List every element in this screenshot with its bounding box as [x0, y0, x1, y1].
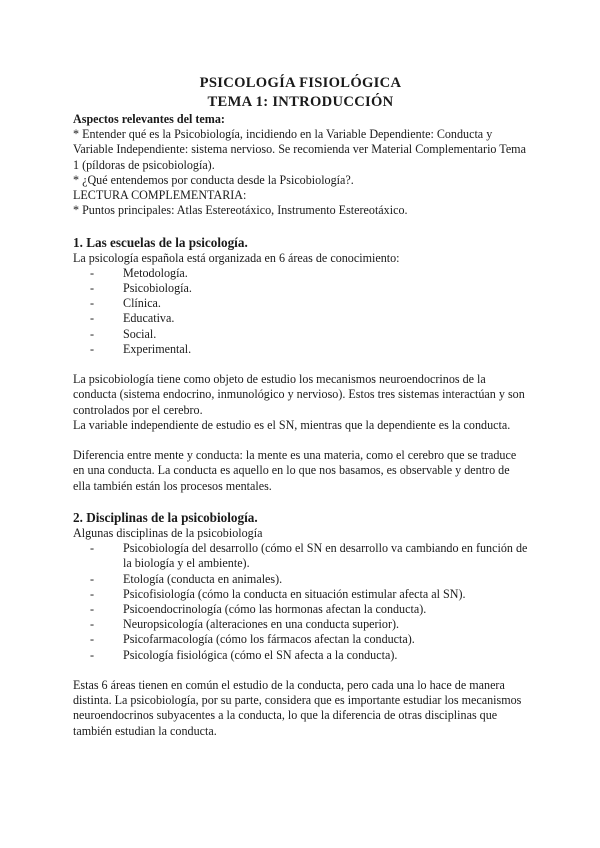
list-item: - Psicoendocrinología (cómo las hormonas afectan la conducta). — [90, 602, 528, 617]
spacer — [73, 433, 528, 448]
section1-heading: 1. Las escuelas de la psicología. — [73, 234, 248, 250]
spacer — [73, 663, 528, 678]
list-item: - Psicología fisiológica (cómo el SN afecta a la conducta). — [90, 648, 528, 663]
list-item: - Metodología. — [90, 266, 528, 281]
section1-paragraph-2: La variable independiente de estudio es el SN, mientras que la dependiente es la conducta. — [73, 417, 511, 432]
aspects-heading: Aspectos relevantes del tema: — [73, 112, 225, 126]
aspects-line-2: * ¿Qué entendemos por conducta desde la Psicobiología?. — [73, 172, 354, 187]
list-item: - Etología (conducta en animales). — [90, 572, 528, 587]
section2-intro: Algunas disciplinas de la psicobiología — [73, 526, 263, 541]
section2-paragraph-1: Estas 6 áreas tienen en común el estudio de la conducta, pero cada una lo hace de manera distinta. La psicobiología, por su parte, considera que es importante estudiar los mecanismos neuroendocrinos subyacentes a la conducta, lo que la diferencia de otras disciplinas que también estudian la conducta. — [73, 678, 522, 738]
list-item: - Neuropsicología (alteraciones en una conducta superior). — [90, 617, 528, 632]
aspects-line-4: * Puntos principales: Atlas Estereotáxico, Instrumento Estereotáxico. — [73, 203, 408, 218]
list-item: - Psicofarmacología (cómo los fármacos afectan la conducta). — [90, 632, 528, 647]
aspects-line-3: LECTURA COMPLEMENTARIA: — [73, 188, 247, 203]
list-item: - Educativa. — [90, 311, 528, 326]
section1-paragraph-3: Diferencia entre mente y conducta: la mente es una materia, como el cerebro que se traduce en una conducta. La conducta es aquello en lo que nos basamos, es observable y dentro de ella también están los procesos mentales. — [73, 448, 517, 493]
list-item: - Experimental. — [90, 342, 528, 357]
spacer — [73, 218, 528, 233]
aspects-line-1: * Entender qué es la Psicobiología, incidiendo en la Variable Dependiente: Conducta y Variable Independiente: sistema nervioso. Se recomienda ver Material Complementario Tema 1 (píldoras de psicobiología). — [73, 127, 526, 172]
list-item: - Psicobiología. — [90, 281, 528, 296]
list-item: - Psicofisiología (cómo la conducta en situación estimular afecta al SN). — [90, 587, 528, 602]
list-item: - Psicobiología del desarrollo (cómo el SN en desarrollo va cambiando en función de la biología y el ambiente). — [90, 541, 528, 571]
list-item: - Social. — [90, 327, 528, 342]
document-title: PSICOLOGÍA FISIOLÓGICA — [199, 75, 402, 91]
list-item: - Clínica. — [90, 296, 528, 311]
spacer — [73, 357, 528, 372]
section2-heading: 2. Disciplinas de la psicobiología. — [73, 510, 258, 526]
spacer — [73, 494, 528, 509]
section2-list — [73, 541, 528, 663]
section1-paragraph-1: La psicobiología tiene como objeto de estudio los mecanismos neuroendocrinos de la conducta (sistema endocrino, inmunológico y nervioso). Estos tres sistemas interactúan y son controlados por el cerebro. — [73, 372, 525, 417]
document-subtitle: TEMA 1: INTRODUCCIÓN — [207, 94, 394, 110]
section1-list — [73, 266, 528, 357]
section1-intro: La psicología española está organizada en 6 áreas de conocimiento: — [73, 250, 400, 265]
